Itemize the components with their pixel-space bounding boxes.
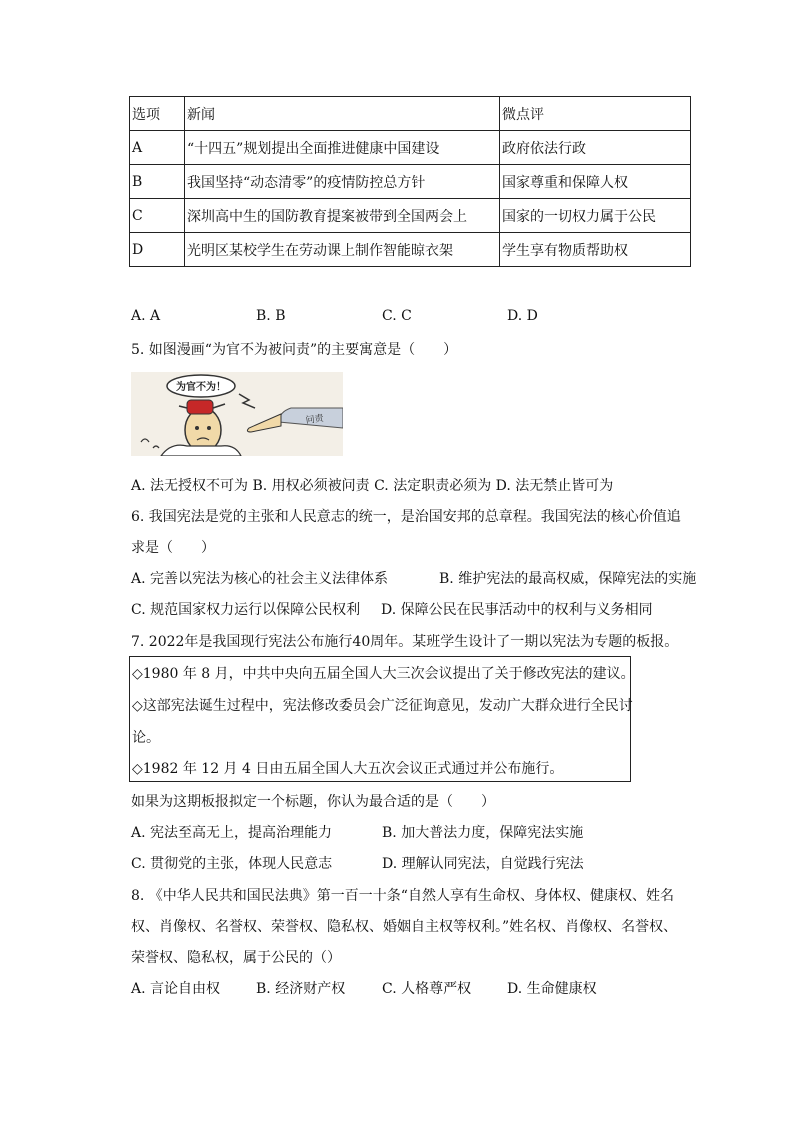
q6-option-d: D. 保障公民在民事活动中的权利与义务相同	[381, 602, 653, 618]
comic-sleeve-text: 问责	[305, 413, 325, 427]
blackboard-box	[129, 656, 635, 782]
q8-option-d: D. 生命健康权	[507, 981, 597, 997]
table-header-cell: 选项	[130, 97, 185, 131]
q8-stem-line3: 荣誉权、隐私权，属于公民的（）	[131, 950, 341, 966]
news-table	[129, 96, 691, 267]
table-cell: 政府依法行政	[500, 131, 691, 165]
board-line: ◇这部宪法诞生过程中，宪法修改委员会广泛征询意见，发动广大群众进行全民讨	[132, 698, 633, 714]
q7-question: 如果为这期板报拟定一个标题，你认为最合适的是（ ）	[131, 794, 495, 810]
q8-option-c: C. 人格尊严权	[382, 981, 472, 997]
q4-option-c: C. C	[382, 308, 412, 324]
comic-bubble-text: 为官不为！	[176, 382, 226, 393]
q5-stem: 5. 如图漫画“为官不为被问责”的主要寓意是（ ）	[131, 342, 458, 358]
table-row	[130, 165, 691, 199]
q4-option-a: A. A	[131, 308, 161, 324]
table-cell: 我国坚持“动态清零”的疫情防控总方针	[185, 165, 500, 199]
q7-option-b: B. 加大普法力度，保障宪法实施	[382, 825, 584, 841]
q7-option-c: C. 贯彻党的主张，体现人民意志	[131, 856, 333, 872]
comic-image	[131, 372, 343, 456]
table-header-cell: 微点评	[500, 97, 691, 131]
q6-option-a: A. 完善以宪法为核心的社会主义法律体系	[131, 571, 389, 587]
q4-option-b: B. B	[256, 308, 286, 324]
table-cell: D	[130, 233, 185, 267]
q8-stem-line2: 权、肖像权、名誉权、荣誉权、隐私权、婚姻自主权等权利。”姓名权、肖像权、名誉权、	[131, 919, 678, 935]
q8-option-a: A. 言论自由权	[131, 981, 221, 997]
q7-stem: 7. 2022年是我国现行宪法公布施行40周年。某班学生设计了一期以宪法为专题的板报。	[131, 634, 679, 650]
table-header-row	[130, 97, 691, 131]
q6-option-c: C. 规范国家权力运行以保障公民权利	[131, 602, 361, 618]
table-header-cell: 新闻	[185, 97, 500, 131]
table-cell: A	[130, 131, 185, 165]
board-line: ◇1982 年 12 月 4 日由五届全国人大五次会议正式通过并公布施行。	[132, 761, 564, 777]
board-line: ◇1980 年 8 月，中共中央向五届全国人大三次会议提出了关于修改宪法的建议。	[132, 666, 635, 682]
q8-option-b: B. 经济财产权	[256, 981, 346, 997]
table-row	[130, 233, 691, 267]
table-cell: B	[130, 165, 185, 199]
q6-option-b: B. 维护宪法的最高权威，保障宪法的实施	[439, 571, 697, 587]
q7-option-d: D. 理解认同宪法，自觉践行宪法	[382, 856, 584, 872]
q6-stem-line1: 6. 我国宪法是党的主张和人民意志的统一，是治国安邦的总章程。我国宪法的核心价值追	[131, 509, 681, 525]
q6-stem-line2: 求是（ ）	[131, 540, 215, 556]
table-cell: 国家的一切权力属于公民	[500, 199, 691, 233]
q7-option-a: A. 宪法至高无上，提高治理能力	[131, 825, 333, 841]
table-cell: C	[130, 199, 185, 233]
table-cell: 深圳高中生的国防教育提案被带到全国两会上	[185, 199, 500, 233]
board-line: 论。	[132, 730, 160, 746]
q8-stem-line1: 8. 《中华人民共和国民法典》第一百一十条“自然人享有生命权、身体权、健康权、姓名	[131, 888, 674, 904]
table-row	[130, 199, 691, 233]
table-cell: 学生享有物质帮助权	[500, 233, 691, 267]
table-cell: “十四五”规划提出全面推进健康中国建设	[185, 131, 500, 165]
q4-option-d: D. D	[507, 308, 538, 324]
q5-options: A. 法无授权不可为 B. 用权必须被问责 C. 法定职责必须为 D. 法无禁止皆可为	[131, 478, 614, 494]
comic-illustration	[131, 372, 343, 456]
table-cell: 国家尊重和保障人权	[500, 165, 691, 199]
table-row	[130, 131, 691, 165]
table-cell: 光明区某校学生在劳动课上制作智能晾衣架	[185, 233, 500, 267]
